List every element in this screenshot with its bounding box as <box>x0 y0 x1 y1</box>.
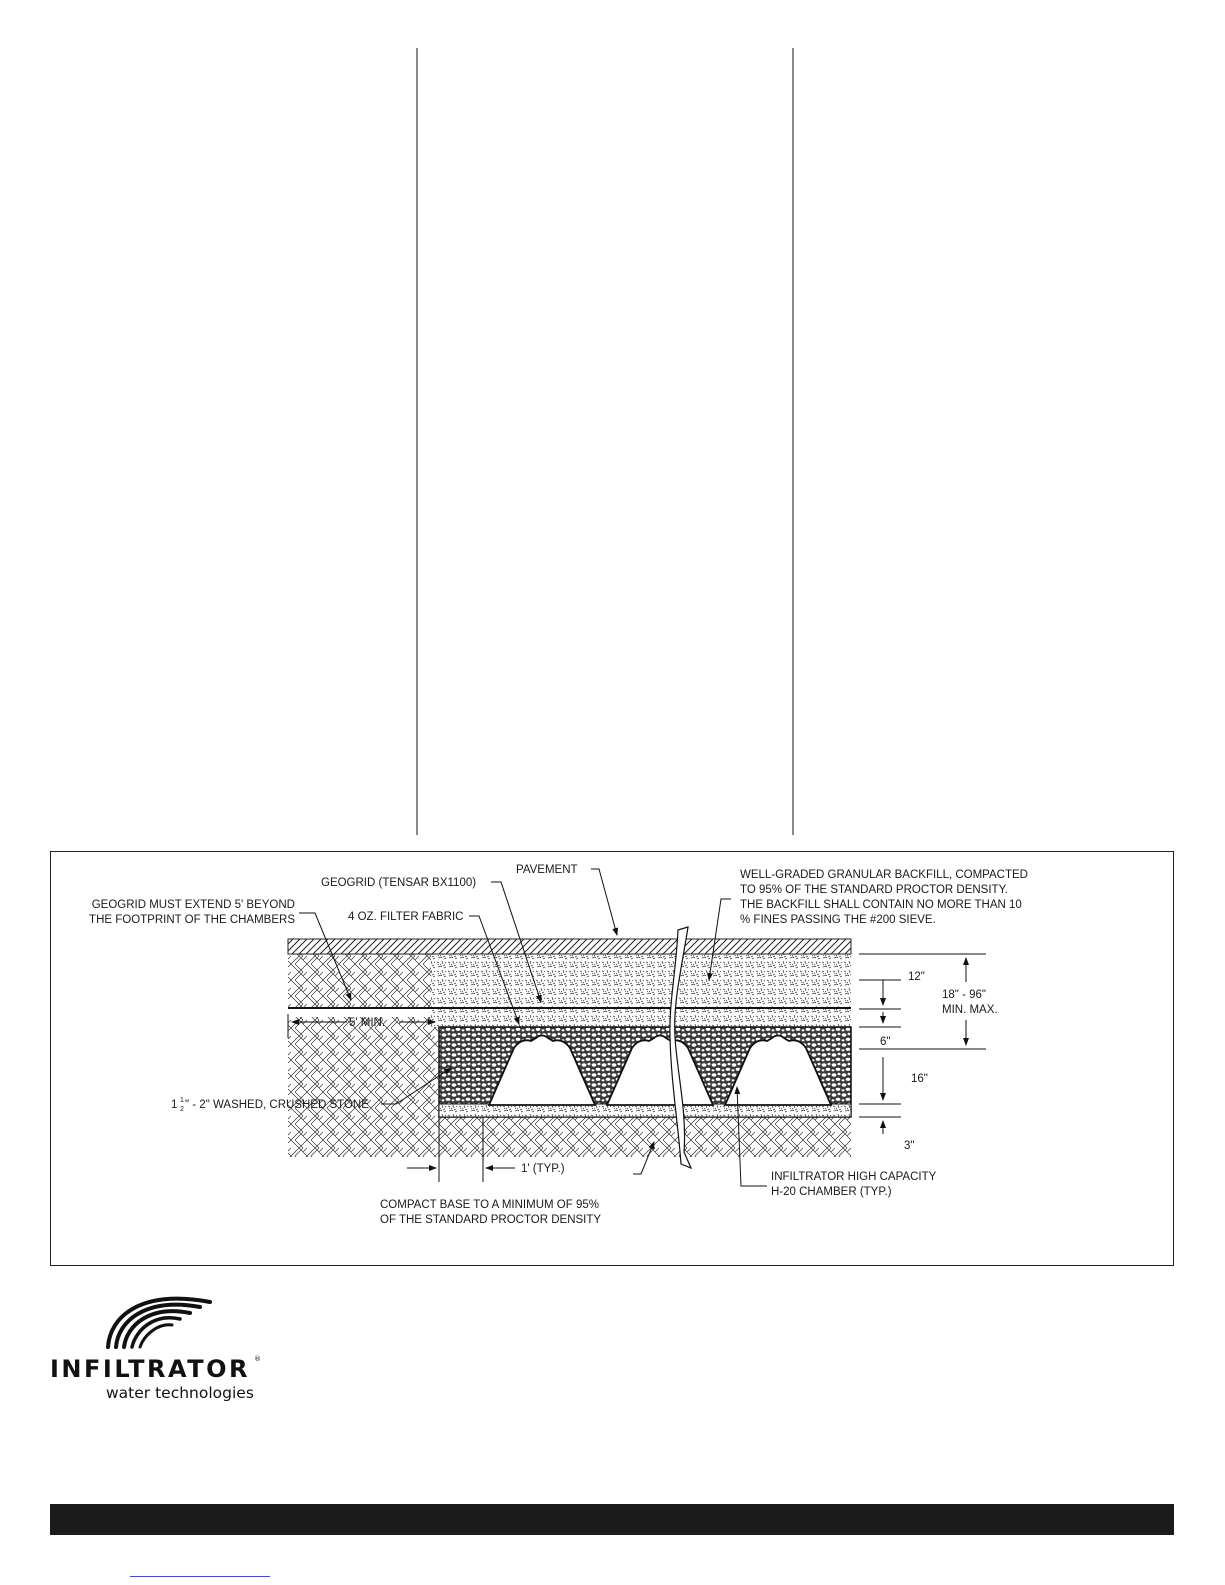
label-compact-2: OF THE STANDARD PROCTOR DENSITY <box>380 1214 602 1226</box>
label-stone-whole: 1 <box>171 1099 178 1111</box>
logo-name: INFILTRATOR <box>50 1355 250 1383</box>
label-one-foot: 1' (TYP.) <box>521 1163 565 1175</box>
label-stone-den: 2 <box>180 1106 184 1113</box>
footer-bar <box>50 1504 1174 1535</box>
logo-arcs-icon <box>108 1299 210 1347</box>
label-geogrid-extend-2: THE FOOTPRINT OF THE CHAMBERS <box>89 914 295 926</box>
native-soil-bottom <box>288 1117 851 1157</box>
label-backfill-3: THE BACKFILL SHALL CONTAIN NO MORE THAN 10 <box>740 899 1022 911</box>
label-dim-range-1: 18" - 96" <box>942 989 986 1001</box>
pavement-layer <box>288 939 851 954</box>
label-stone-rest: " - 2" WASHED, CRUSHED STONE <box>185 1099 369 1111</box>
label-backfill-2: TO 95% OF THE STANDARD PROCTOR DENSITY. <box>740 884 1008 896</box>
infiltrator-logo <box>50 1277 280 1407</box>
column-divider-right <box>792 48 794 835</box>
label-5-min: 5' MIN. <box>349 1017 386 1029</box>
label-chamber-2: H-20 CHAMBER (TYP.) <box>771 1186 892 1198</box>
label-chamber-1: INFILTRATOR HIGH CAPACITY <box>771 1171 937 1183</box>
backfill-layer <box>431 954 851 1008</box>
label-filter-fabric: 4 OZ. FILTER FABRIC <box>348 911 464 923</box>
column-divider-left <box>416 48 418 835</box>
label-geogrid: GEOGRID (TENSAR BX1100) <box>321 877 477 889</box>
stone-base-layer <box>439 1104 851 1117</box>
installation-detail-diagram <box>50 851 1174 1266</box>
chambers <box>489 1036 831 1106</box>
leader-pavement <box>591 869 617 935</box>
footer-link-underline[interactable] <box>130 1576 270 1577</box>
label-backfill-4: % FINES PASSING THE #200 SIEVE. <box>740 914 936 926</box>
label-dim-16: 16" <box>911 1073 928 1085</box>
label-pavement: PAVEMENT <box>516 864 578 876</box>
cover-fill-layer <box>431 1009 851 1027</box>
label-dim-3: 3" <box>904 1140 915 1152</box>
logo-tagline: water technologies <box>106 1384 254 1402</box>
label-dim-12: 12" <box>908 971 925 983</box>
label-compact-1: COMPACT BASE TO A MINIMUM OF 95% <box>380 1199 599 1211</box>
label-dim-6: 6" <box>880 1036 891 1048</box>
label-backfill-1: WELL-GRADED GRANULAR BACKFILL, COMPACTED <box>740 869 1028 881</box>
label-dim-range-2: MIN. MAX. <box>942 1004 998 1016</box>
label-stone-num: 1 <box>180 1097 184 1104</box>
label-geogrid-extend-1: GEOGRID MUST EXTEND 5' BEYOND <box>91 899 295 911</box>
logo-registered-mark: ® <box>254 1355 261 1363</box>
